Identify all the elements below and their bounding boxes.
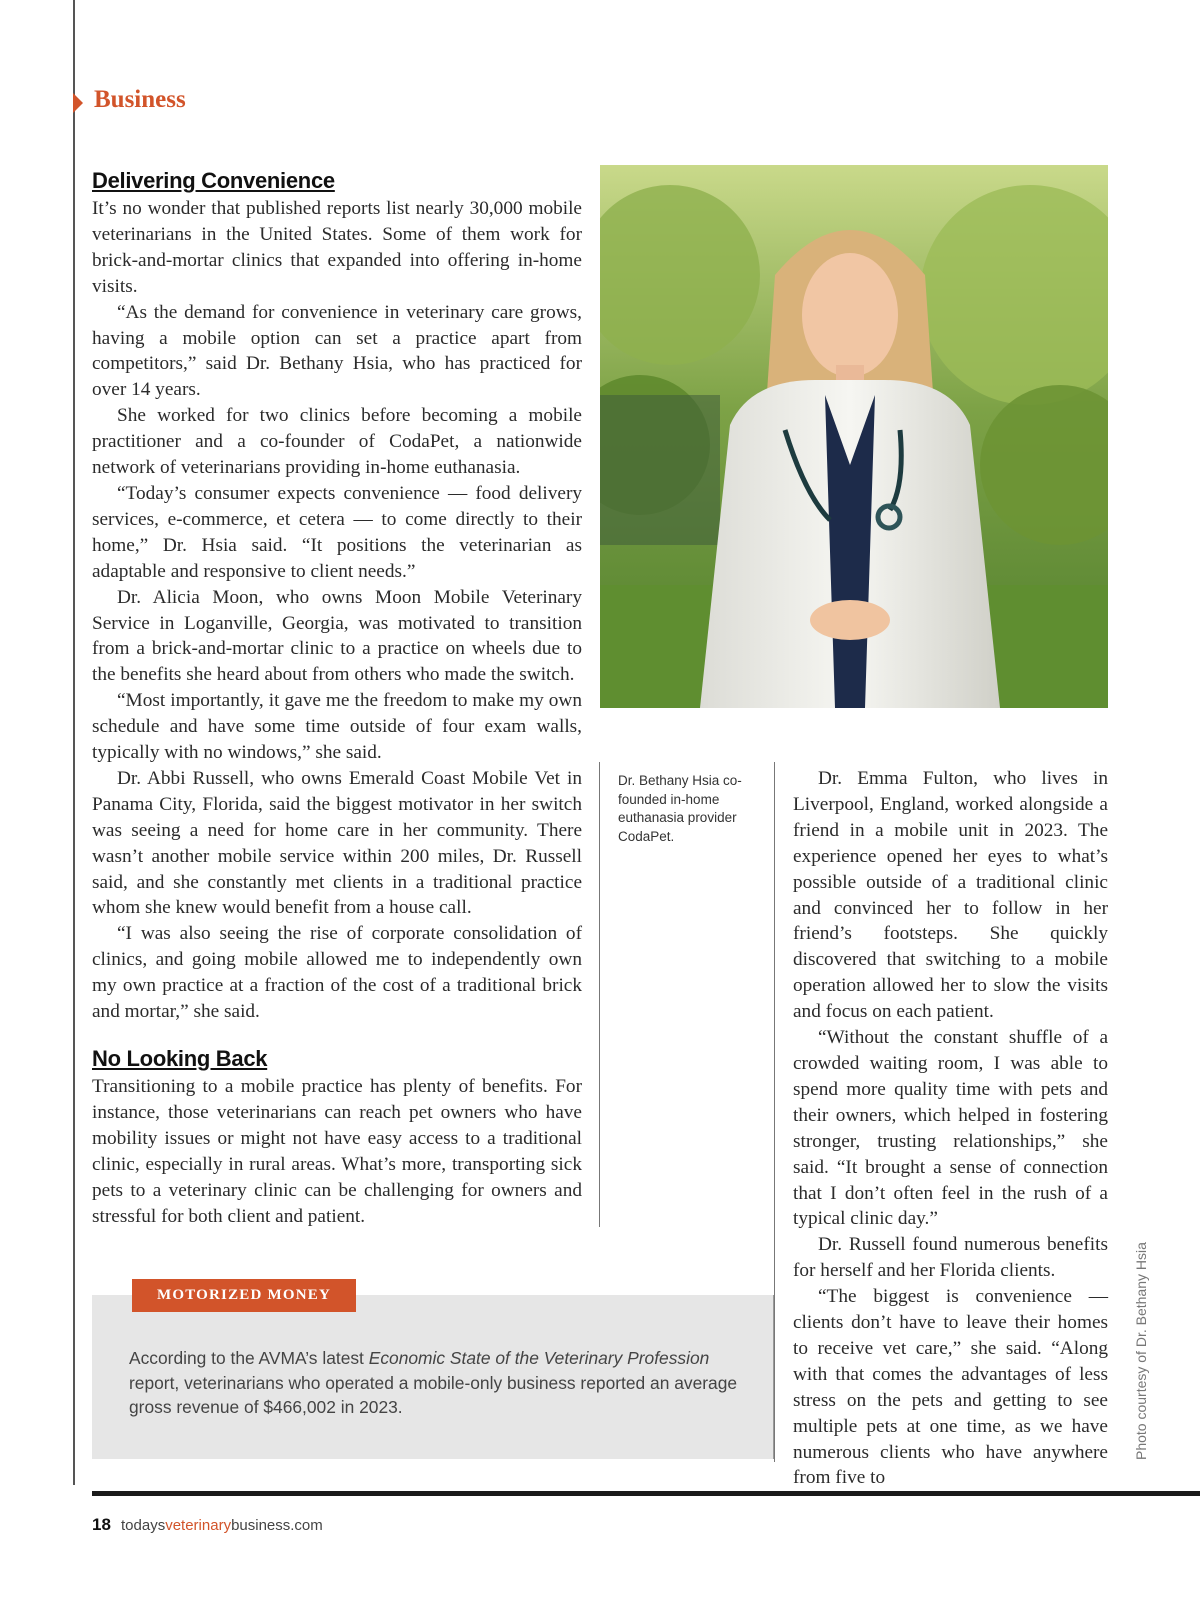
paragraph: Dr. Alicia Moon, who owns Moon Mobile Veterinary Service in Loganville, Georgia, was motivated to transition from a brick-and-mortar clinic to a practice on wheels due to the benefits she heard about from others who made the switch. <box>92 586 582 686</box>
paragraph: “Today’s consumer expects convenience — food delivery services, e-commerce, et cetera — to come directly to their home,” Dr. Hsia said. “It positions the veterinarian as adaptable and responsive to client needs.” <box>92 482 582 582</box>
paragraph: Transitioning to a mobile practice has plenty of benefits. For instance, those veterinarians can reach pet owners who have mobility issues or might not have easy access to a traditional clinic, especially in rural areas. What’s more, transporting sick pets to a veterinary clinic can be challenging for owners and stressful for both client and patient. <box>92 1076 582 1227</box>
paragraph: Dr. Abbi Russell, who owns Emerald Coast Mobile Vet in Panama City, Florida, said the biggest motivator in her switch was seeing a need for home care in her community. There wasn’t another mobile service within 200 miles, Dr. Russell said, and she constantly met clients in a traditional practice whom she knew would benefit from a house call. <box>92 767 582 919</box>
heading-no-looking-back: No Looking Back <box>92 1046 268 1071</box>
paragraph: “The biggest is convenience — clients don’t have to leave their homes to receive vet care,” she said. “Along with that comes the advantages of less stress on the pets and getting to see multiple pets at one time, as we have numerous clients who have anywhere from five to <box>793 1286 1108 1489</box>
paragraph: Dr. Emma Fulton, who lives in Liverpool, England, worked alongside a friend in a mobile unit in 2023. The experience opened her eyes to what’s possible outside of a traditional clinic and convinced her to follow in her friend’s footsteps. She quickly discovered that switching to a mobile operation allowed her to slow the visits and focus on each patient. <box>793 768 1108 1023</box>
paragraph: She worked for two clinics before becoming a mobile practitioner and a co-founder of CodaPet, a nationwide network of veterinarians providing in-home euthanasia. <box>92 405 582 479</box>
heading-delivering-convenience: Delivering Convenience <box>92 168 335 193</box>
portrait-photo-icon <box>600 165 1108 708</box>
paragraph: “Most importantly, it gave me the freedom to make my own schedule and have some time outside of four exam walls, typically with no windows,” she said. <box>92 690 582 764</box>
footer-site-link[interactable] <box>121 1517 323 1534</box>
column-divider <box>599 762 600 1227</box>
footer-rule <box>92 1491 1200 1496</box>
sidebar-text <box>129 1346 749 1420</box>
site-accent: veterinary <box>165 1517 232 1534</box>
article-right-column <box>793 766 1108 1491</box>
sidebar-text-before: According to the AVMA’s latest <box>129 1348 369 1368</box>
paragraph: “As the demand for convenience in veterinary care grows, having a mobile option can set a practice apart from competitors,” said Dr. Bethany Hsia, who has practiced for over 14 years. <box>92 301 582 401</box>
sidebar-text-after: report, veterinarians who operated a mobile-only business reported an average gross revenue of $466,002 in 2023. <box>129 1372 738 1417</box>
paragraph: “Without the constant shuffle of a crowded waiting room, I was able to spend more quality time with pets and their owners, which helped in fostering stronger, trusting relationships,” she said. “It brought a sense of connection that I don’t often feel in the rush of a typical clinic day.” <box>793 1027 1108 1230</box>
section-arrow-icon <box>73 93 83 113</box>
photo-caption: Dr. Bethany Hsia co-founded in-home euthanasia provider CodaPet. <box>618 773 742 844</box>
sidebar-report-title: Economic State of the Veterinary Profession <box>368 1348 710 1368</box>
page-left-rule <box>73 0 75 1485</box>
column-divider <box>774 762 775 1462</box>
sidebar-tag: MOTORIZED MONEY <box>132 1279 356 1312</box>
photo-credit: Photo courtesy of Dr. Bethany Hsia <box>1133 1242 1149 1460</box>
portrait-photo <box>600 165 1108 708</box>
site-suffix: business.com <box>231 1517 323 1534</box>
site-prefix: todays <box>121 1517 166 1534</box>
page-number: 18 <box>92 1515 111 1534</box>
section-label: Business <box>94 86 186 113</box>
paragraph: “I was also seeing the rise of corporate consolidation of clinics, and going mobile allowed me to independently own my own practice at a fraction of the cost of a traditional brick and mortar,” she said. <box>92 923 582 1023</box>
article-left-column <box>92 166 582 1229</box>
paragraph: Dr. Russell found numerous benefits for herself and her Florida clients. <box>793 1234 1108 1282</box>
paragraph: It’s no wonder that published reports list nearly 30,000 mobile veterinarians in the United States. Some of them work for brick-and-mortar clinics that expanded into offering in-home visits. <box>92 198 582 297</box>
